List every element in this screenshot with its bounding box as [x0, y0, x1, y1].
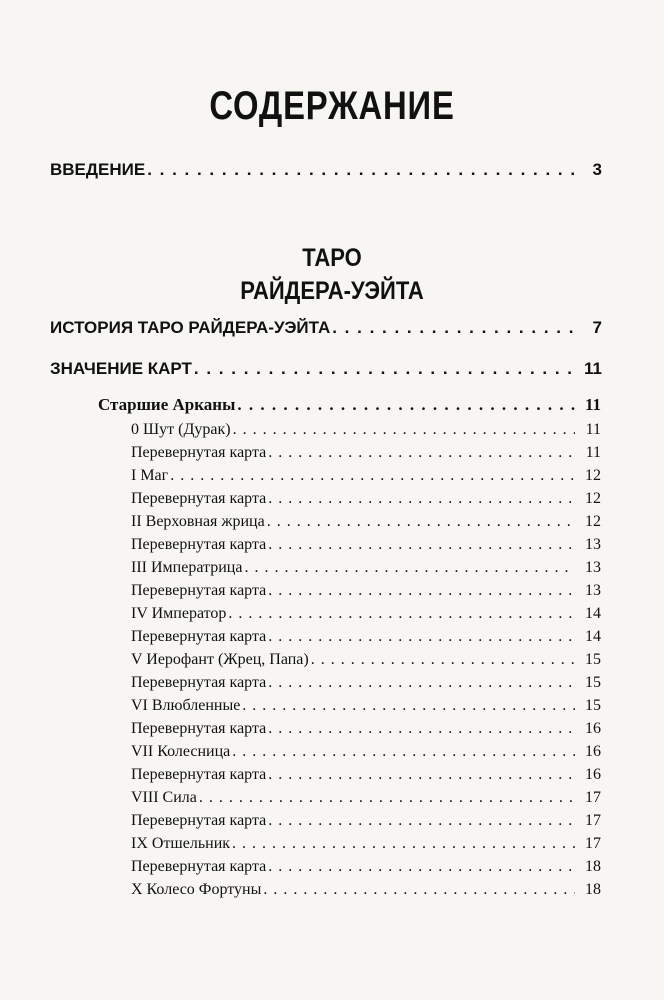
toc-item: [131, 513, 601, 531]
toc-item-page: 16: [585, 743, 601, 760]
toc-item-label: Перевернутая карта: [131, 444, 267, 461]
dot-leader: [194, 359, 576, 379]
toc-item-label: I Маг: [131, 467, 169, 484]
toc-item-label: Перевернутая карта: [131, 766, 267, 783]
toc-item-page: 17: [585, 789, 601, 806]
toc-item: [131, 536, 601, 554]
dot-leader: [263, 881, 575, 899]
page-title: СОДЕРЖАНИЕ: [209, 84, 455, 128]
dot-leader: [311, 651, 575, 669]
toc-entry-page: 3: [592, 160, 602, 179]
toc-item-page: 17: [585, 812, 601, 829]
dot-leader: [268, 490, 575, 508]
dot-leader: [268, 674, 575, 692]
toc-item-label: VII Колесница: [131, 743, 231, 760]
toc-item-label: III Императрица: [131, 559, 243, 576]
toc-item-page: 13: [585, 559, 601, 576]
toc-item-label: VIII Сила: [131, 789, 197, 806]
toc-item: [131, 444, 601, 462]
dot-leader: [237, 395, 575, 415]
toc-item-label: X Колесо Фортуны: [131, 881, 262, 898]
dot-leader: [232, 743, 575, 761]
toc-item-label: 0 Шут (Дурак): [131, 421, 231, 438]
dot-leader: [244, 559, 575, 577]
toc-entry-history: [50, 318, 602, 338]
toc-entry-page: 7: [592, 318, 602, 337]
section-heading-line1: ТАРО: [302, 244, 362, 272]
toc-item-page: 15: [585, 651, 601, 668]
dot-leader: [268, 628, 575, 646]
toc-item: [131, 605, 601, 623]
dot-leader: [268, 582, 575, 600]
toc-item-page: 18: [585, 858, 601, 875]
toc-item-page: 12: [585, 513, 601, 530]
toc-item-page: 17: [585, 835, 601, 852]
toc-item-label: Перевернутая карта: [131, 858, 267, 875]
toc-item-label: IX Отшельник: [131, 835, 231, 852]
toc-item-label: Перевернутая карта: [131, 720, 267, 737]
toc-item-page: 11: [585, 444, 601, 461]
dot-leader: [147, 160, 576, 180]
toc-item: [131, 628, 601, 646]
toc-entry-meaning: [50, 359, 602, 379]
toc-item-page: 11: [585, 421, 601, 438]
dot-leader: [233, 421, 575, 439]
toc-entry-major-arcana: [98, 395, 601, 415]
toc-item: [131, 835, 601, 853]
dot-leader: [232, 835, 575, 853]
toc-item: [131, 651, 601, 669]
dot-leader: [170, 467, 575, 485]
dot-leader: [268, 536, 575, 554]
dot-leader: [268, 766, 575, 784]
toc-item: [131, 743, 601, 761]
toc-item: [131, 559, 601, 577]
toc-item: [131, 720, 601, 738]
toc-item-label: VI Влюбленные: [131, 697, 241, 714]
section-heading-line2: РАЙДЕРА-УЭЙТА: [240, 277, 424, 305]
toc-item: [131, 582, 601, 600]
toc-entry-label: ИСТОРИЯ ТАРО РАЙДЕРА-УЭЙТА: [50, 318, 331, 337]
dot-leader: [332, 318, 576, 338]
toc-item-page: 16: [585, 720, 601, 737]
toc-item-label: V Иерофант (Жрец, Папа): [131, 651, 309, 668]
dot-leader: [268, 444, 575, 462]
toc-item-label: Перевернутая карта: [131, 490, 267, 507]
toc-item-page: 12: [585, 490, 601, 507]
toc-item-label: Перевернутая карта: [131, 536, 267, 553]
toc-item: [131, 858, 601, 876]
dot-leader: [199, 789, 575, 807]
toc-entry-page: 11: [584, 359, 602, 378]
toc-item-label: Перевернутая карта: [131, 674, 267, 691]
dot-leader: [268, 720, 575, 738]
toc-item-label: IV Император: [131, 605, 227, 622]
toc-item: [131, 789, 601, 807]
toc-item-page: 13: [585, 582, 601, 599]
toc-item: [131, 881, 601, 899]
toc-item-page: 14: [585, 628, 601, 645]
toc-item-page: 18: [585, 881, 601, 898]
toc-item: [131, 674, 601, 692]
toc-item-page: 12: [585, 467, 601, 484]
toc-item: [131, 766, 601, 784]
toc-entry-page: 11: [584, 395, 601, 414]
toc-entry-label: ВВЕДЕНИЕ: [50, 160, 146, 179]
dot-leader: [242, 697, 575, 715]
toc-item: [131, 467, 601, 485]
toc-item-page: 16: [585, 766, 601, 783]
toc-item: [131, 421, 601, 439]
dot-leader: [228, 605, 575, 623]
toc-item: [131, 697, 601, 715]
dot-leader: [267, 513, 575, 531]
toc-item-label: II Верховная жрица: [131, 513, 265, 530]
toc-item: [131, 812, 601, 830]
toc-item-page: 13: [585, 536, 601, 553]
toc-item-page: 14: [585, 605, 601, 622]
toc-item-label: Перевернутая карта: [131, 812, 267, 829]
toc-item-label: Перевернутая карта: [131, 582, 267, 599]
toc-entry-label: ЗНАЧЕНИЕ КАРТ: [50, 359, 192, 378]
dot-leader: [268, 858, 575, 876]
toc-item-label: Перевернутая карта: [131, 628, 267, 645]
toc-entry-intro: [50, 160, 602, 180]
toc-item: [131, 490, 601, 508]
toc-entry-label: Старшие Арканы: [98, 395, 236, 414]
toc-item-page: 15: [585, 674, 601, 691]
toc-item-page: 15: [585, 697, 601, 714]
dot-leader: [268, 812, 575, 830]
